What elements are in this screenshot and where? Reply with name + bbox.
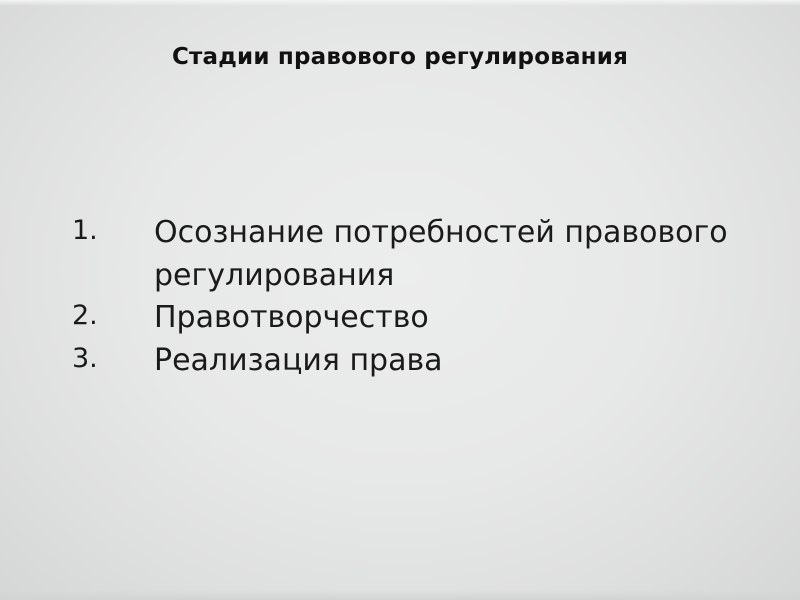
list-item	[72, 212, 732, 297]
list-item	[72, 297, 732, 340]
page-title: Стадии правового регулирования	[171, 44, 629, 70]
slide-body	[72, 212, 732, 382]
list-item-label: Правотворчество	[154, 300, 429, 336]
list-item-marker: 3.	[72, 342, 98, 374]
numbered-list	[72, 212, 732, 382]
list-item-label: Реализация права	[154, 342, 443, 378]
list-item-marker: 1.	[72, 215, 98, 246]
list-item-label: Осознание потребностей правового регулирования	[154, 215, 728, 293]
list-item-marker: 2.	[72, 300, 98, 332]
list-item	[72, 340, 732, 383]
